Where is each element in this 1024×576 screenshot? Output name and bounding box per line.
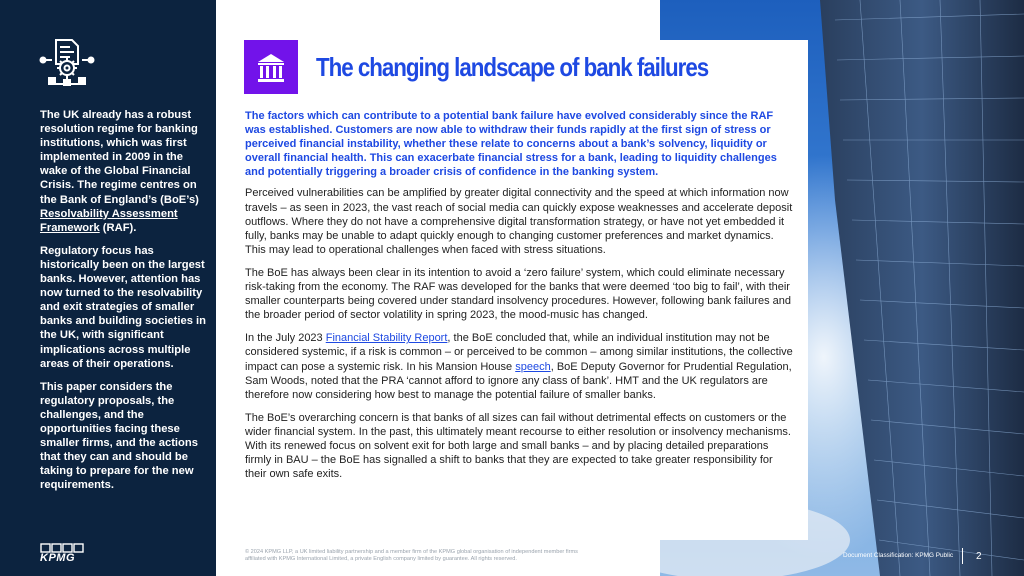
body-paragraph-5: The BoE’s overarching concern is that banks of all sizes can fail without detrimental effects on customers or the wider financial system. In the past, this ultimately meant recourse to either resolution or insolvency mechanisms. With its renewed focus on solvent exit for both large and small banks – and by placing detailed preparations firmly in BAU – the BoE has signalled a shift to banks that they are expected to take greater responsibility for their own safe exits. [245,411,791,481]
process-gear-document-icon [38,38,96,86]
financial-stability-report-link[interactable]: Financial Stability Report [325,332,448,345]
body-paragraph-2: Perceived vulnerabilities can be amplified by greater digital connectivity and the speed at which information now travels – as seen in 2023, the vast reach of social media can quickly expose weaknesses and accelerate deposit outflows. Where they do not have a comprehensive digital transformation strategy, or have not yet embedded it fully, banks may be unable to adapt quickly enough to changing customer preferences and market dynamics. This may lead to operational challenges when faced with stress situations. [245,187,793,256]
legal-notice [245,549,645,564]
legal-line-2: affiliated with KPMG International Limited, a private English company limited by guarantee. All rights reserved. [245,556,517,563]
legal-line-1: © 2024 KPMG LLP, a UK limited liability partnership and a member firm of the KPMG global organisation of independent member firms [245,549,578,555]
page-title: The changing landscape of bank failures [316,52,709,82]
footer-divider [962,548,963,564]
bank-building-icon [244,40,298,94]
body-paragraph-3: The BoE has always been clear in its intention to avoid a ‘zero failure’ system, which could eliminate necessary risk-taking from the economy. The RAF was developed for the banks that were deemed ‘too big to fail’, with their smaller counterparts being covered under standard insolvency procedures. However, following bank failures and the broader period of sector volatility in spring 2023, the mood-music has changed. [245,266,792,322]
sidebar-intro [40,108,212,501]
sidebar-paragraph-3: This paper considers the regulatory proposals, the challenges, and the opportunities facing these smaller firms, and the actions that they can and should be taking to prepare for the new requirements. [40,380,198,492]
article-body [245,109,793,490]
resolvability-framework-link[interactable]: Resolvability Assessment Framework [40,207,178,234]
body-paragraph-4: In the July 2023 Financial Stability Report, the BoE concluded that, while an individual institution may not be considered systemic, if a risk is common – or perceived to be common – among similar institutions, the collective impact can pose a systemic risk. In his Mansion House speech, BoE Deputy Governor for Prudential Regulation, Sam Woods, noted that the PRA ‘cannot afford to ignore any class of bank’. HMT and the UK regulators are therefore now considering how best to manage the potential failure of smaller banks. [245,332,793,401]
sidebar-paragraph-1: The UK already has a robust resolution regime for banking institutions, which was first implemented in 2009 in the wake of the Global Financial Crisis. The regime centres on the Bank of England’s (BoE’s) Resolvability Assessment Framework (RAF). [40,109,199,234]
document-classification: Document Classification: KPMG Public [843,552,954,559]
sidebar-paragraph-2: Regulatory focus has historically been on the largest banks. However, attention has now turned to the resolvability and exit strategies of smaller banks and building societies in the UK, with significant implications across multiple areas of their operations. [40,244,206,370]
speech-link[interactable]: speech [515,360,551,373]
page-number: 2 [976,551,982,562]
lead-paragraph: The factors which can contribute to a potential bank failure have evolved considerably since the RAF was established. Customers are now able to withdraw their funds rapidly at the first sign of stress or perceived financial instability, whether these relate to concerns about a bank’s solvency, liquidity or overall financial health. This can exacerbate financial stress for a bank, leading to liquidity challenges and potentially triggering a broader crisis of confidence in the banking system. [245,110,777,179]
kpmg-wordmark: KPMG [40,552,75,564]
sidebar-panel [0,0,216,576]
